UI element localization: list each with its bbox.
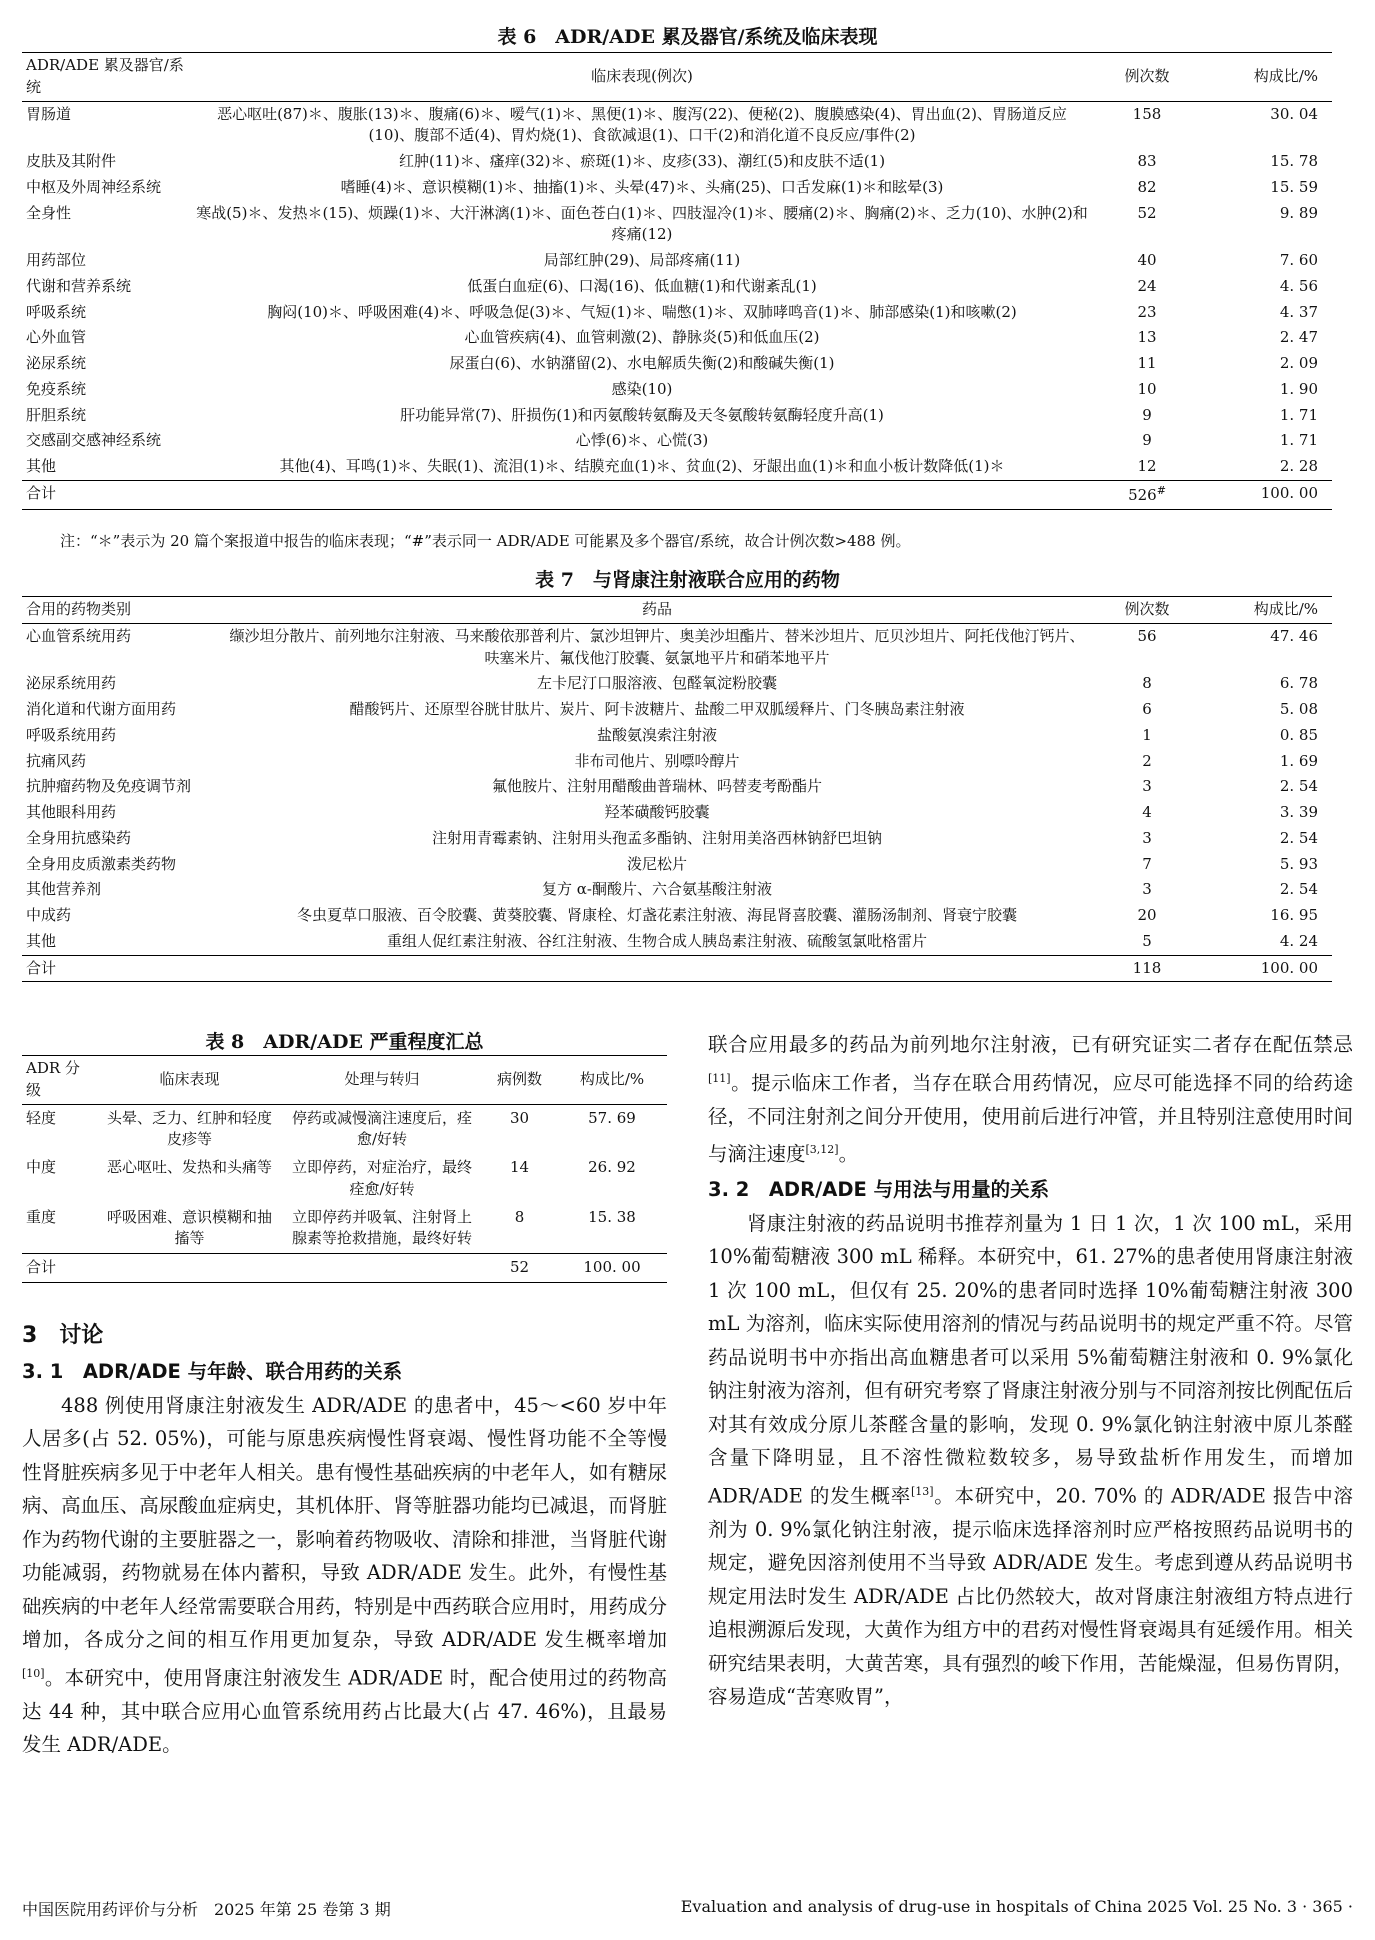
manifestation-cell: 头晕、乏力、红肿和轻度皮疹等 [106,1108,272,1149]
table7-row [22,697,1332,723]
percent-cell: 2. 47 [1279,328,1318,347]
table8 [22,1055,667,1283]
table6-header: ADR/ADE 累及器官/系统 [22,53,192,102]
paragraph-continued: 联合应用最多的药品为前列地尔注射液，已有研究证实二者存在配伍禁忌[11]。提示临床工作者，当存在联合用药情况，应尽可能选择不同的给药途径，不同注射剂之间分开使用，使用前后进行冲管，并且特别注意使用时间与滴注速度[3,12]。 [708,1033,1353,1166]
grade-cell: 轻度 [26,1108,57,1127]
percent-cell: 16. 95 [1270,906,1318,924]
count-cell: 82 [1137,177,1157,196]
table7-row [22,903,1332,929]
table7-row [22,800,1332,826]
treatment-cell: 立即停药并吸氧、注射肾上腺素等抢救措施，最终好转 [291,1207,472,1248]
manifestation-cell: 嗜睡(4)＊、意识模糊(1)＊、抽搐(1)＊、头晕(47)＊、头痛(25)、口舌发麻(1)＊和眩晕(3) [340,177,944,196]
category-cell: 泌尿系统用药 [26,674,117,693]
count-cell: 23 [1137,302,1157,321]
table6-row [22,149,1332,175]
percent-cell: 15. 78 [1270,152,1318,170]
count-cell: 9 [1142,431,1152,450]
table8-row [22,1204,667,1254]
system-cell: 免疫系统 [26,379,87,398]
case-count-cell: 30 [509,1108,530,1127]
footer-journal-en: Evaluation and analysis of drug-use in hospitals of China 2025 Vol. 25 No. 3 · 365 · [680,1897,1353,1916]
table7-row [22,852,1332,878]
table8-header: ADR 分级 [22,1056,97,1105]
system-cell: 呼吸系统 [26,302,87,321]
count-cell: 3 [1142,828,1152,847]
percent-cell: 2. 28 [1279,457,1318,475]
table6-row [22,101,1332,149]
table6-row [22,201,1332,249]
total-label: 合计 [22,480,192,509]
table6-row [22,454,1332,480]
system-cell: 胃肠道 [26,104,72,123]
table7-header: 构成比/% [1202,597,1332,624]
count-cell: 56 [1137,626,1157,645]
drugs-cell: 醋酸钙片、还原型谷胱甘肽片、炭片、阿卡波糖片、盐酸二甲双胍缓释片、门冬胰岛素注射液 [349,700,965,718]
manifestation-cell: 心血管疾病(4)、血管刺激(2)、静脉炎(5)和低血压(2) [464,328,820,347]
system-cell: 心外血管 [26,328,87,347]
manifestation-cell: 局部红肿(29)、局部疼痛(11) [543,251,741,269]
percent-cell: 5. 93 [1279,854,1318,873]
footer-journal-cn: 中国医院用药评价与分析 2025 年第 25 卷第 3 期 [22,1900,391,1919]
table7-header: 例次数 [1092,597,1202,624]
category-cell: 抗痛风药 [26,751,87,770]
treatment-cell: 停药或减慢滴注速度后，痊愈/好转 [291,1108,472,1149]
table6-row [22,351,1332,377]
table6-row [22,274,1332,300]
table8-caption: 表 8 ADR/ADE 严重程度汇总 [205,1031,484,1053]
table7-header: 药品 [222,597,1092,624]
category-cell: 全身用皮质激素类药物 [26,854,177,873]
grade-cell: 中度 [26,1158,57,1176]
total-percent: 100. 00 [557,1254,667,1283]
system-cell: 其他 [26,457,57,475]
system-cell: 代谢和营养系统 [26,276,132,295]
table7-row [22,723,1332,749]
drugs-cell: 重组人促红素注射液、谷红注射液、生物合成人胰岛素注射液、硫酸氢氯吡格雷片 [386,931,927,950]
system-cell: 全身性 [26,203,72,222]
percent-cell: 1. 71 [1279,405,1318,424]
category-cell: 心血管系统用药 [26,626,132,645]
count-cell: 52 [1137,203,1157,222]
percent-cell: 1. 69 [1279,751,1318,770]
empty-cell [97,1254,282,1283]
manifestation-cell: 胸闷(10)＊、呼吸困难(4)＊、呼吸急促(3)＊、气短(1)＊、喘憋(1)＊、双肺哮鸣音(1)＊、肺部感染(1)和咳嗽(2) [267,302,1017,321]
table7-row [22,623,1332,671]
count-cell: 3 [1142,777,1152,796]
table8-header: 病例数 [482,1056,557,1105]
category-cell: 中成药 [26,906,72,924]
system-cell: 用药部位 [26,251,87,269]
count-cell: 24 [1137,276,1157,295]
case-count-cell: 8 [514,1207,525,1226]
table8-header: 处理与转归 [282,1056,482,1105]
drugs-cell: 复方 α-酮酸片、六合氨基酸注射液 [542,880,772,899]
total-count: 52 [482,1254,557,1283]
drugs-cell: 冬虫夏草口服液、百令胶囊、黄葵胶囊、肾康栓、灯盏花素注射液、海昆肾喜胶囊、灌肠汤制剂、肾衰宁胶囊 [296,906,1017,924]
manifestation-cell: 红肿(11)＊、瘙痒(32)＊、瘀斑(1)＊、皮疹(33)、潮红(5)和皮肤不适(1) [398,152,886,170]
manifestation-cell: 呼吸困难、意识模糊和抽搐等 [106,1207,272,1248]
paragraph-3-2: 肾康注射液的药品说明书推荐剂量为 1 日 1 次，1 次 100 mL，采用 10%葡萄糖液 300 mL 稀释。本研究中，61. 27%的患者使用肾康注射液 1 次 100 mL，但仅有 25. 20%的患者同时选择 10%葡萄糖注射液 300 mL 为溶剂，临床实际使用溶剂的情况与药品说明书的规定严重不符。尽管药品说明书中亦指出高血糖患者可以采用 5%葡萄糖注射液和 0. 9%氯化钠注射液为溶剂，但有研究考察了肾康注射液分别与不同溶剂按比例配伍后对其有效成分原儿茶醛含量的影响，发现 0. 9%氯化钠注射液中原儿茶醛含量下降明显，且不溶性微粒数较多，易导致盐析作用发生，而增加 ADR/ADE 的发生概率[13]。本研究中，20. 70% 的 ADR/ADE 报告中溶剂为 0. 9%氯化钠注射液，提示临床选择溶剂时应严格按照药品说明书的规定，避免因溶剂使用不当导致 ADR/ADE 发生。考虑到遵从药品说明书规定用法时发生 ADR/ADE 占比仍然较大，故对肾康注射液组方特点进行追根溯源后发现，大黄作为组方中的君药对慢性肾衰竭具有延缓作用。相关研究结果表明，大黄苦寒，具有强烈的峻下作用，苦能燥湿，但易伤胃阴，容易造成“苦寒败胃”， [708,1211,1353,1708]
count-cell: 5 [1142,931,1152,950]
table7-row [22,749,1332,775]
table6-row [22,325,1332,351]
count-cell: 158 [1132,104,1162,123]
count-cell: 83 [1137,152,1157,170]
count-cell: 11 [1137,354,1157,372]
table8-total-row [22,1254,667,1283]
percent-cell: 30. 04 [1270,104,1318,123]
percent-cell: 1. 71 [1279,431,1318,450]
category-cell: 抗肿瘤药物及免疫调节剂 [26,777,192,796]
percent-cell: 7. 60 [1279,251,1318,269]
count-cell: 8 [1142,674,1152,693]
percent-cell: 0. 85 [1279,725,1318,744]
category-cell: 呼吸系统用药 [26,725,117,744]
manifestation-cell: 肝功能异常(7)、肝损伤(1)和丙氨酸转氨酶及天冬氨酸转氨酶轻度升高(1) [400,405,884,424]
system-cell: 肝胆系统 [26,405,87,424]
paragraph-3-1: 488 例使用肾康注射液发生 ADR/ADE 的患者中，45～<60 岁中年人居多(占 52. 05%)，可能与原患疾病慢性肾衰竭、慢性肾功能不全等慢性肾脏疾病多见于中老年人相关。患有慢性基础疾病的中老年人，如有糖尿病、高血压、高尿酸血症病史，其机体肝、肾等脏器功能均已减退，而肾脏作为药物代谢的主要脏器之一，影响着药物吸收、清除和排泄，当肾脏代谢功能减弱，药物就易在体内蓄积，导致 ADR/ADE 发生。此外，有慢性基础疾病的中老年人经常需要联合用药，特别是中西药联合应用时，用药成分增加，各成分之间的相互作用更加复杂，导致 ADR/ADE 发生概率增加[10]。本研究中，使用肾康注射液发生 ADR/ADE 时，配合使用过的药物高达 44 种，其中联合应用心血管系统用药占比最大(占 47. 46%)，且最易发生 ADR/ADE。 [22,1393,667,1756]
treatment-cell: 立即停药，对症治疗，最终痊愈/好转 [291,1158,472,1198]
percent-cell: 2. 54 [1279,828,1318,847]
percent-cell: 5. 08 [1279,700,1318,718]
table8-row [22,1154,667,1204]
percent-cell: 2. 09 [1279,354,1318,372]
table6-row [22,377,1332,403]
percent-cell: 4. 56 [1279,276,1318,295]
percent-cell: 15. 38 [588,1207,636,1226]
empty-cell [282,1254,482,1283]
subsection-heading-3-2: 3. 2 ADR/ADE 与用法与用量的关系 [708,1178,1050,1201]
manifestation-cell: 感染(10) [611,379,673,398]
percent-cell: 4. 24 [1279,931,1318,950]
count-cell: 2 [1142,751,1152,770]
table7-row [22,826,1332,852]
category-cell: 其他 [26,931,57,950]
count-cell: 12 [1137,457,1157,475]
drugs-cell: 氟他胺片、注射用醋酸曲普瑞林、吗替麦考酚酯片 [491,777,822,796]
subsection-heading-3-1: 3. 1 ADR/ADE 与年龄、联合用药的关系 [22,1360,403,1383]
category-cell: 全身用抗感染药 [26,828,132,847]
count-cell: 6 [1142,700,1152,718]
percent-cell: 6. 78 [1279,674,1318,693]
drugs-cell: 左卡尼汀口服溶液、包醛氧淀粉胶囊 [536,674,777,693]
count-cell: 4 [1142,803,1152,821]
manifestation-cell: 低蛋白血症(6)、口渴(16)、低血糖(1)和代谢紊乱(1) [467,276,817,295]
drugs-cell: 非布司他片、别嘌呤醇片 [574,751,740,770]
table7-row [22,671,1332,697]
table6 [22,52,1332,510]
table7 [22,596,1332,982]
total-label: 合计 [22,1254,97,1283]
system-cell: 中枢及外周神经系统 [26,177,162,196]
empty-cell [222,955,1092,982]
total-percent: 100. 00 [1202,480,1332,509]
count-cell: 9 [1142,405,1152,424]
category-cell: 其他营养剂 [26,880,102,899]
percent-cell: 1. 90 [1279,379,1318,398]
drugs-cell: 注射用青霉素钠、注射用头孢孟多酯钠、注射用美洛西林钠舒巴坦钠 [431,828,882,847]
table6-note: 注：“＊”表示为 20 篇个案报道中报告的临床表现；“#”表示同一 ADR/ADE 可能累及多个器官/系统，故合计例次数>488 例。 [60,532,911,550]
category-cell: 消化道和代谢方面用药 [26,700,177,718]
count-cell: 10 [1137,379,1157,398]
table6-header: 例次数 [1092,53,1202,102]
table7-row [22,877,1332,903]
manifestation-cell: 尿蛋白(6)、水钠潴留(2)、水电解质失衡(2)和酸碱失衡(1) [449,354,835,372]
table7-header: 合用的药物类别 [22,597,222,624]
percent-cell: 4. 37 [1279,302,1318,321]
count-cell: 1 [1142,725,1152,744]
drugs-cell: 羟苯磺酸钙胶囊 [604,803,710,821]
table7-row [22,774,1332,800]
table6-row [22,403,1332,429]
total-mark: # [1156,483,1166,497]
table7-total-row [22,955,1332,982]
table8-header: 临床表现 [97,1056,282,1105]
table6-caption: 表 6 ADR/ADE 累及器官/系统及临床表现 [497,26,878,48]
empty-cell [192,480,1092,509]
table6-row [22,428,1332,454]
table6-row [22,300,1332,326]
drugs-cell: 缬沙坦分散片、前列地尔注射液、马来酸依那普利片、氯沙坦钾片、奥美沙坦酯片、替米沙坦片、厄贝沙坦片、阿托伐他汀钙片、呋塞米片、氟伐他汀胶囊、氨氯地平片和硝苯地平片 [229,626,1085,667]
total-count-cell [1092,480,1202,509]
manifestation-cell: 其他(4)、耳鸣(1)＊、失眠(1)、流泪(1)＊、结膜充血(1)＊、贫血(2)、牙龈出血(1)＊和血小板计数降低(1)＊ [279,457,1005,475]
count-cell: 3 [1142,880,1152,899]
table7-caption: 表 7 与肾康注射液联合应用的药物 [535,569,840,591]
drugs-cell: 泼尼松片 [626,854,687,873]
table6-header: 临床表现(例次) [192,53,1092,102]
manifestation-cell: 恶心呕吐(87)＊、腹胀(13)＊、腹痛(6)＊、嗳气(1)＊、黑便(1)＊、腹泻(22)、便秘(2)、腹膜感染(4)、胃出血(2)、胃肠道反应(10)、腹部不适(4)、胃灼烧(1)、食欲减退(1)、口干(2)和消化道不良反应/事件(2) [217,104,1067,145]
percent-cell: 2. 54 [1279,777,1318,796]
total-count: 118 [1092,955,1202,982]
system-cell: 泌尿系统 [26,354,87,372]
table6-header: 构成比/% [1202,53,1332,102]
case-count-cell: 14 [509,1158,530,1176]
grade-cell: 重度 [26,1207,57,1226]
section-heading: 3 讨论 [22,1323,104,1348]
count-cell: 13 [1137,328,1157,347]
percent-cell: 15. 59 [1270,177,1318,196]
count-cell: 7 [1142,854,1152,873]
table8-row [22,1104,667,1154]
percent-cell: 26. 92 [588,1158,636,1176]
system-cell: 皮肤及其附件 [26,152,117,170]
table8-header: 构成比/% [557,1056,667,1105]
manifestation-cell: 恶心呕吐、发热和头痛等 [106,1158,272,1176]
table6-row [22,248,1332,274]
total-label: 合计 [22,955,222,982]
category-cell: 其他眼科用药 [26,803,117,821]
manifestation-cell: 心悸(6)＊、心慌(3) [575,431,709,450]
system-cell: 交感副交感神经系统 [26,431,162,450]
total-percent: 100. 00 [1202,955,1332,982]
percent-cell: 47. 46 [1270,626,1318,645]
table6-total-row [22,480,1332,509]
total-count: 526 [1128,485,1157,504]
count-cell: 40 [1137,251,1157,269]
drugs-cell: 盐酸氨溴索注射液 [596,725,717,744]
percent-cell: 9. 89 [1279,203,1318,222]
percent-cell: 2. 54 [1279,880,1318,899]
table7-row [22,929,1332,955]
manifestation-cell: 寒战(5)＊、发热＊(15)、烦躁(1)＊、大汗淋漓(1)＊、面色苍白(1)＊、四肢湿冷(1)＊、腰痛(2)＊、胸痛(2)＊、乏力(10)、水肿(2)和疼痛(12) [196,203,1088,244]
percent-cell: 57. 69 [588,1108,636,1127]
left-column [22,1355,667,1762]
table6-row [22,175,1332,201]
percent-cell: 3. 39 [1279,803,1318,821]
count-cell: 20 [1137,906,1157,924]
right-column [708,1028,1353,1714]
